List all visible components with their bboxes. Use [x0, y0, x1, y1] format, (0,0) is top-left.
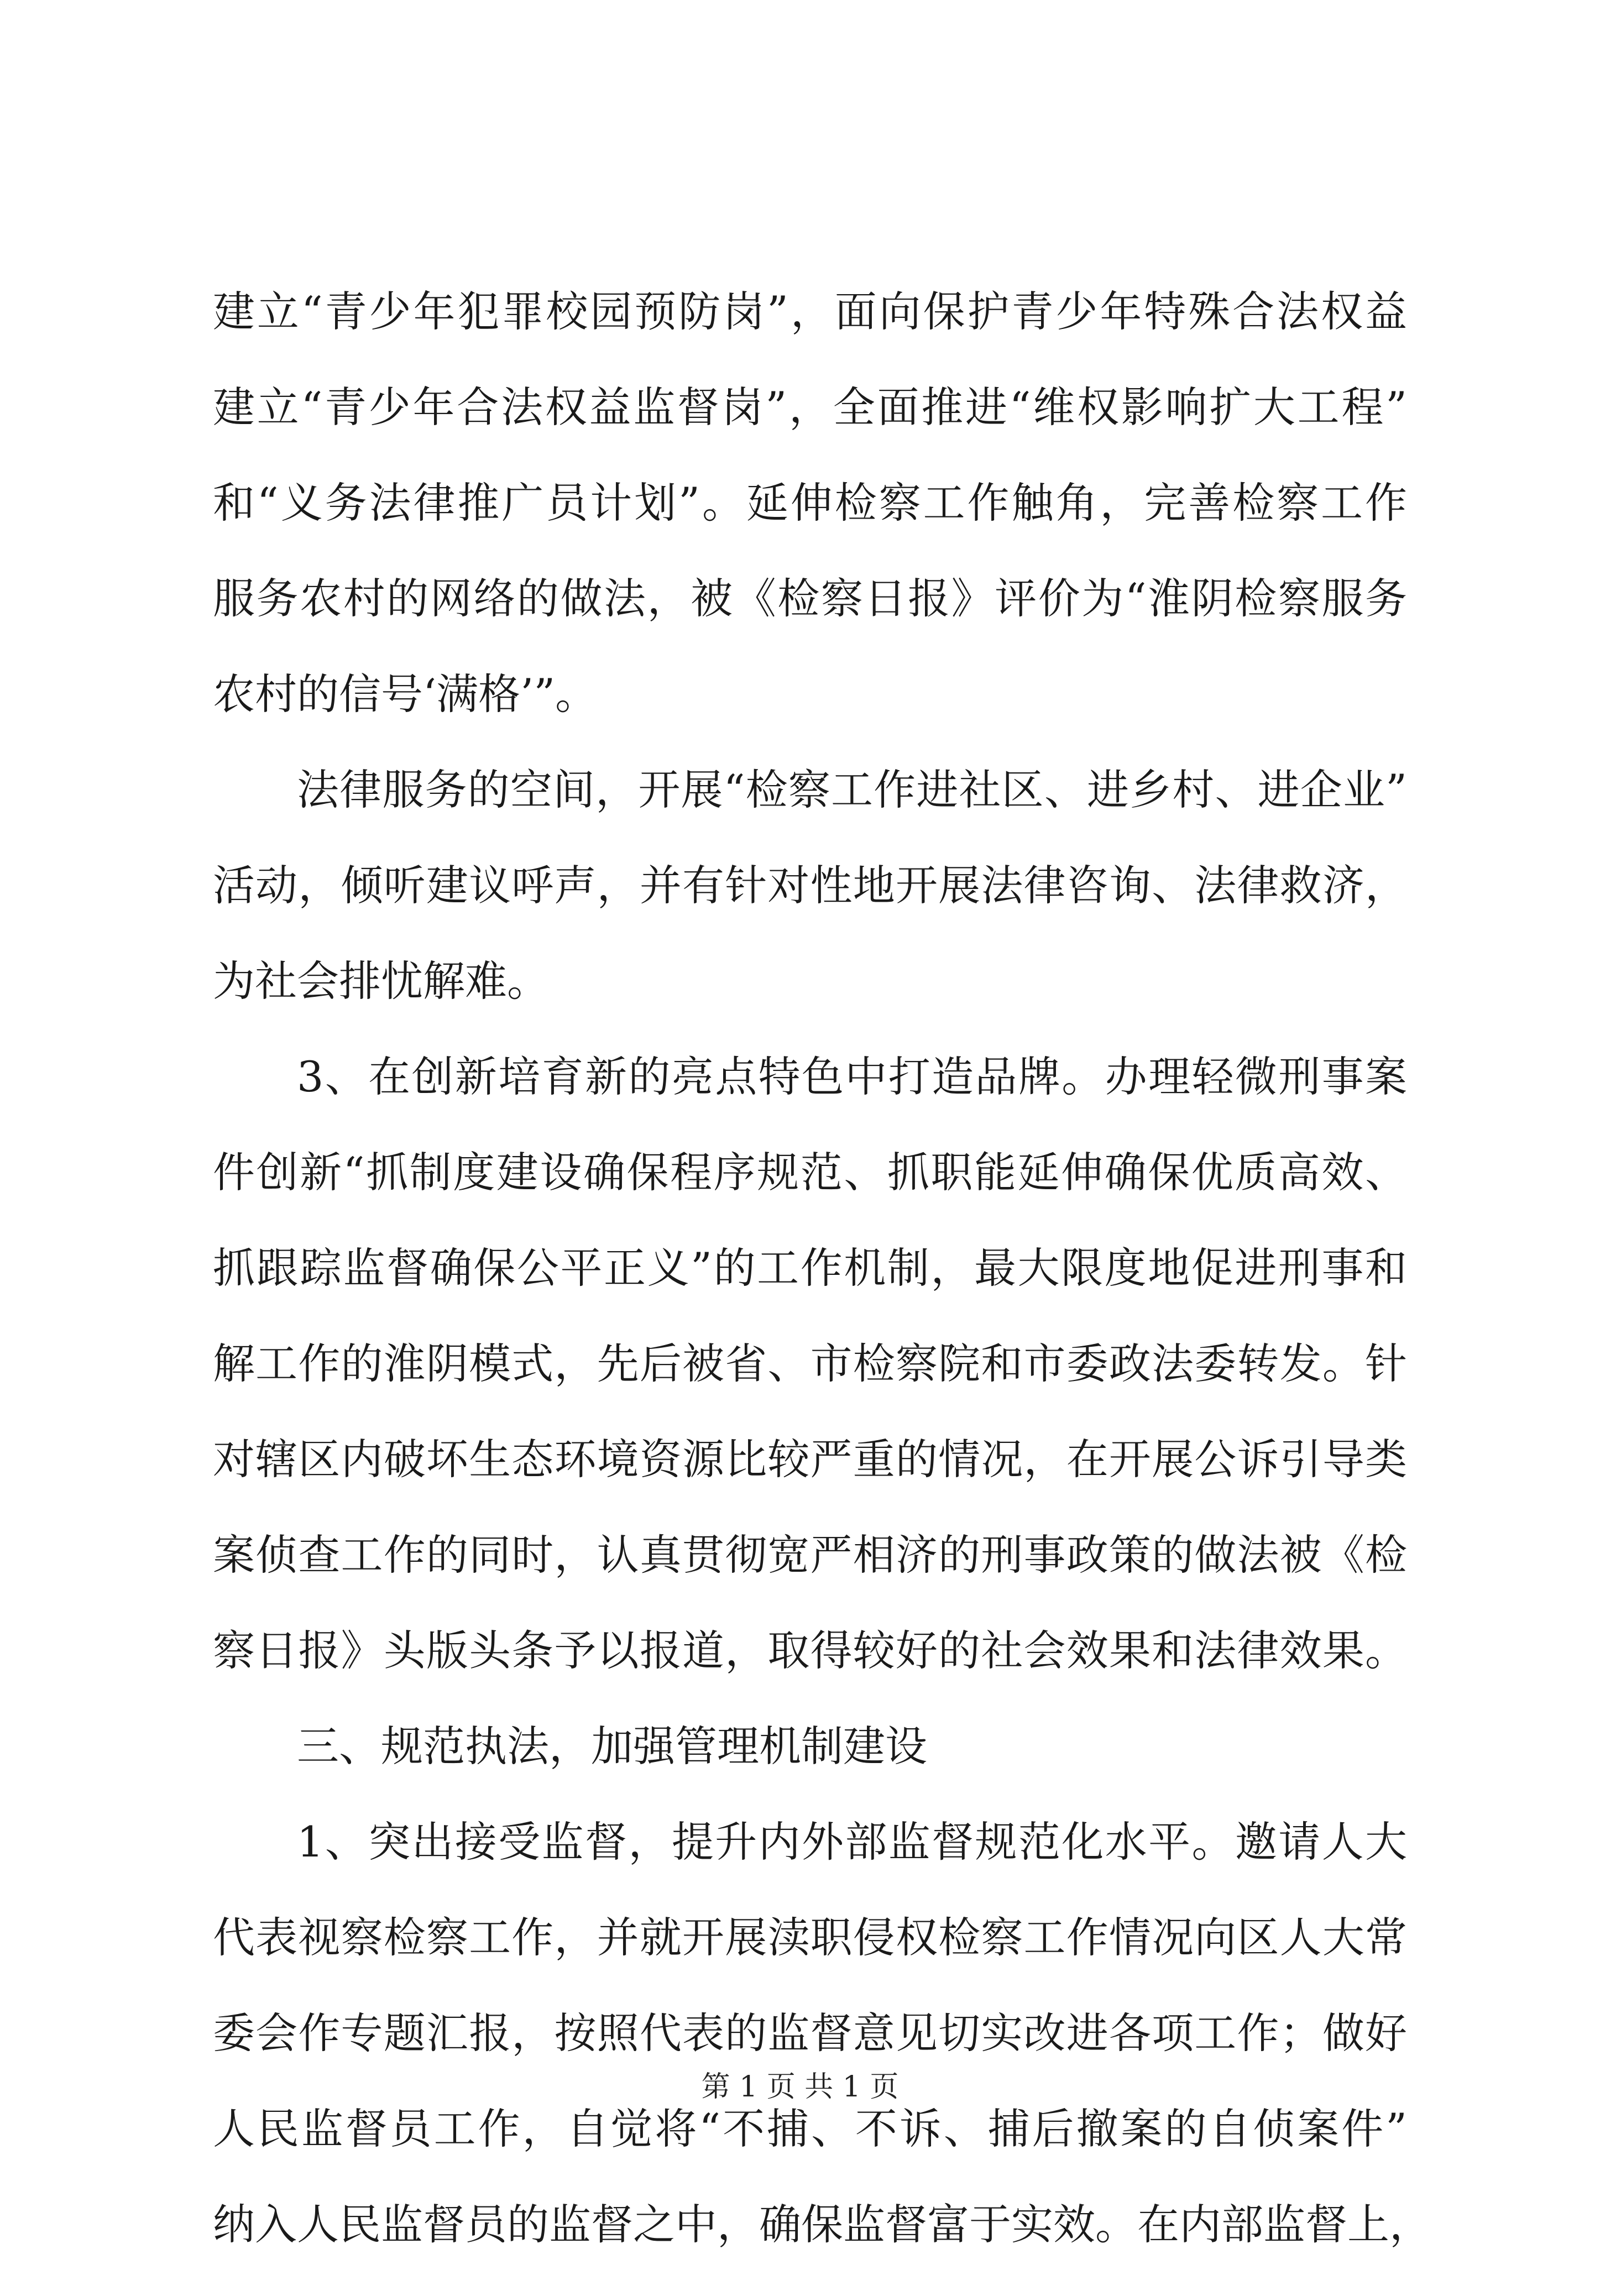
text-line: 建立“青少年合法权益监督岗”，全面推进“维权影响扩大工程” — [213, 383, 1407, 432]
text-line: 建立“青少年犯罪校园预防岗”，面向保护青少年特殊合法权益 — [213, 287, 1407, 336]
text-line: 农村的信号‘满格’”。 — [213, 670, 598, 719]
text-line: 为社会排忧解难。 — [213, 956, 549, 1006]
text-line: 服务农村的网络的做法，被《检察日报》评价为“淮阴检察服务 — [213, 574, 1407, 623]
section-heading: 三、规范执法，加强管理机制建设 — [297, 1722, 927, 1771]
text-line: 代表视察检察工作，并就开展渎职侵权检察工作情况向区人大常 — [213, 1913, 1407, 1962]
text-line: 活动，倾听建议呼声，并有针对性地开展法律咨询、法律救济， — [213, 861, 1407, 910]
paragraph-start-line: 1、突出接受监督，提升内外部监督规范化水平。邀请人大 — [297, 1817, 1407, 1866]
text-line: 案侦查工作的同时，认真贯彻宽严相济的刑事政策的做法被《检 — [213, 1530, 1407, 1580]
text-line: 解工作的淮阴模式，先后被省、市检察院和市委政法委转发。针 — [213, 1339, 1407, 1388]
text-line: 人民监督员工作，自觉将“不捕、不诉、捕后撤案的自侦案件” — [213, 2104, 1407, 2153]
text-line: 察日报》头版头条予以报道，取得较好的社会效果和法律效果。 — [213, 1626, 1407, 1675]
text-line: 对辖区内破坏生态环境资源比较严重的情况，在开展公诉引导类 — [213, 1435, 1407, 1484]
paragraph-start-line: 3、在创新培育新的亮点特色中打造品牌。办理轻微刑事案 — [297, 1052, 1407, 1101]
text-line: 和“义务法律推广员计划”。延伸检察工作触角，完善检察工作 — [213, 478, 1407, 527]
page-footer: 第 1 页 共 1 页 — [701, 2070, 899, 2104]
text-line: 件创新“抓制度建设确保程序规范、抓职能延伸确保优质高效、 — [213, 1148, 1407, 1197]
text-line: 抓跟踪监督确保公平正义”的工作机制，最大限度地促进刑事和 — [213, 1243, 1407, 1293]
document-body — [213, 287, 1431, 2296]
text-line: 委会作专题汇报，按照代表的监督意见切实改进各项工作；做好 — [213, 2009, 1407, 2058]
paragraph-start-line: 法律服务的空间，开展“检察工作进社区、进乡村、进企业” — [297, 765, 1407, 814]
text-line: 纳入人民监督员的监督之中，确保监督富于实效。在内部监督上， — [213, 2200, 1431, 2249]
